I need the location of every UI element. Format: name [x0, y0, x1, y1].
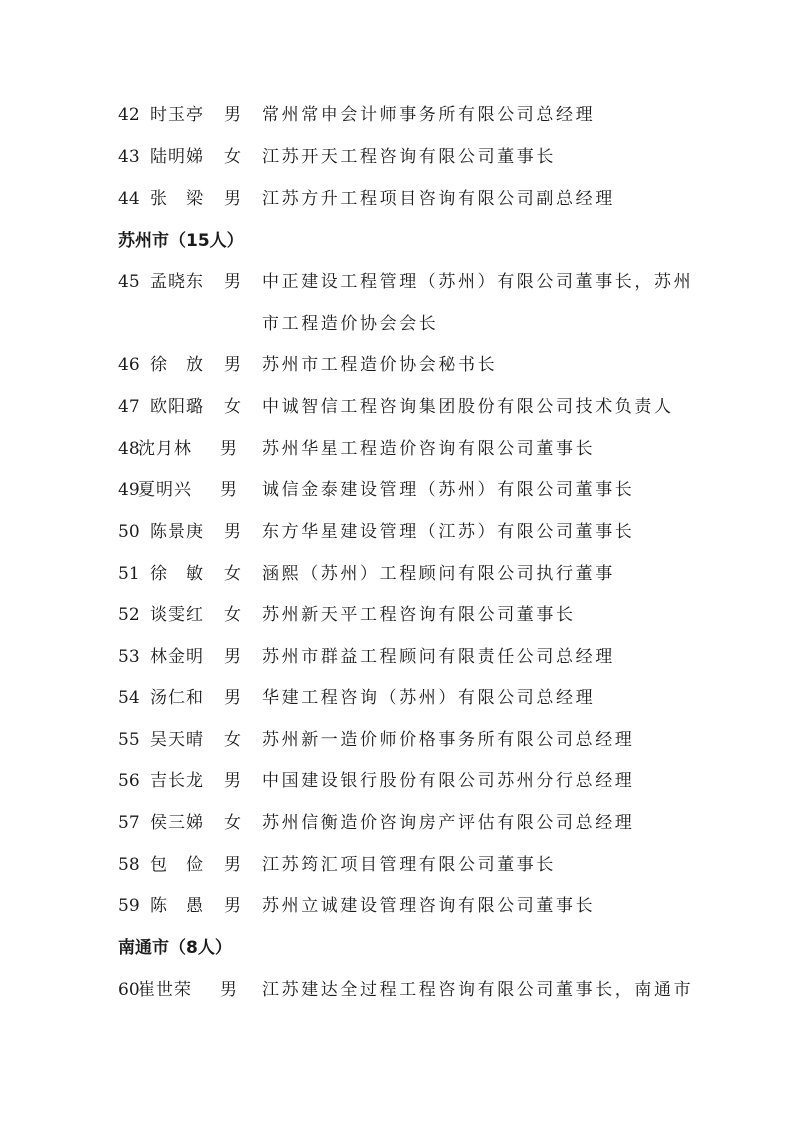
entry-gender: 女 — [224, 564, 241, 584]
entry-organization: 常州常申会计师事务所有限公司总经理 — [262, 105, 596, 125]
entry-organization: 江苏建达全过程工程咨询有限公司董事长，南通市 — [262, 980, 694, 1000]
entry-gender: 男 — [224, 272, 241, 292]
entry-name: 林金明 — [150, 647, 204, 667]
entry-gender: 男 — [224, 355, 241, 375]
entry-name: 时玉亭 — [150, 105, 204, 125]
entry-number: 49 — [118, 480, 140, 500]
entry-gender: 女 — [224, 147, 241, 167]
entry-organization: 苏州信衡造价咨询房产评估有限公司总经理 — [262, 813, 635, 833]
entry-gender: 男 — [220, 439, 237, 459]
entry-organization: 诚信金泰建设管理（苏州）有限公司董事长 — [262, 480, 635, 500]
entry-organization: 中诚智信工程咨询集团股份有限公司技术负责人 — [262, 397, 674, 417]
section-heading-suzhou: 苏州市（15人） — [118, 231, 244, 251]
entry-number: 45 — [118, 272, 140, 292]
entry-number: 48 — [118, 439, 140, 459]
entry-name: 陈景庚 — [150, 522, 204, 542]
entry-number: 47 — [118, 397, 140, 417]
entry-organization: 涵熙（苏州）工程顾问有限公司执行董事 — [262, 564, 615, 584]
entry-name: 陆明娣 — [150, 147, 204, 167]
entry-organization: 苏州新天平工程咨询有限公司董事长 — [262, 605, 576, 625]
entry-gender: 男 — [224, 855, 241, 875]
entry-organization: 江苏开天工程咨询有限公司董事长 — [262, 147, 556, 167]
entry-name: 徐 敏 — [150, 564, 204, 584]
entry-gender: 女 — [224, 605, 241, 625]
entry-organization: 东方华星建设管理（江苏）有限公司董事长 — [262, 522, 635, 542]
entry-number: 43 — [118, 147, 140, 167]
entry-gender: 男 — [224, 522, 241, 542]
entry-name: 欧阳璐 — [150, 397, 204, 417]
entry-gender: 男 — [224, 771, 241, 791]
entry-number: 59 — [118, 896, 140, 916]
entry-name: 陈 愚 — [150, 896, 204, 916]
entry-number: 44 — [118, 189, 140, 209]
entry-number: 51 — [118, 564, 140, 584]
entry-number: 57 — [118, 813, 140, 833]
entry-organization: 中正建设工程管理（苏州）有限公司董事长，苏州 — [262, 272, 694, 292]
entry-name: 吴天晴 — [150, 730, 204, 750]
entry-number: 46 — [118, 355, 140, 375]
section-heading-nantong: 南通市（8人） — [118, 938, 232, 958]
entry-number: 50 — [118, 522, 140, 542]
entry-organization: 苏州新一造价师价格事务所有限公司总经理 — [262, 730, 635, 750]
entry-gender: 女 — [224, 730, 241, 750]
entry-name: 崔世荣 — [138, 980, 192, 1000]
entry-number: 42 — [118, 105, 140, 125]
entry-organization: 苏州市群益工程顾问有限责任公司总经理 — [262, 647, 615, 667]
entry-gender: 男 — [224, 647, 241, 667]
entry-name: 张 梁 — [150, 189, 204, 209]
entry-gender: 男 — [224, 896, 241, 916]
entry-name: 侯三娣 — [150, 813, 204, 833]
entry-name: 包 俭 — [150, 855, 204, 875]
entry-gender: 女 — [224, 813, 241, 833]
entry-name: 孟晓东 — [150, 272, 204, 292]
entry-number: 56 — [118, 771, 140, 791]
entry-organization: 华建工程咨询（苏州）有限公司总经理 — [262, 688, 596, 708]
entry-name: 夏明兴 — [138, 480, 192, 500]
entry-gender: 男 — [220, 480, 237, 500]
entry-gender: 男 — [220, 980, 237, 1000]
entry-name: 汤仁和 — [150, 688, 204, 708]
entry-organization-continued: 市工程造价协会会长 — [262, 314, 439, 334]
entry-organization: 江苏筠汇项目管理有限公司董事长 — [262, 855, 556, 875]
entry-organization: 苏州华星工程造价咨询有限公司董事长 — [262, 439, 596, 459]
entry-organization: 江苏方升工程项目咨询有限公司副总经理 — [262, 189, 615, 209]
entry-number: 52 — [118, 605, 140, 625]
entry-gender: 男 — [224, 105, 241, 125]
entry-number: 54 — [118, 688, 140, 708]
entry-gender: 男 — [224, 688, 241, 708]
entry-gender: 女 — [224, 397, 241, 417]
entry-number: 58 — [118, 855, 140, 875]
entry-name: 沈月林 — [138, 439, 192, 459]
entry-number: 55 — [118, 730, 140, 750]
entry-organization: 中国建设银行股份有限公司苏州分行总经理 — [262, 771, 635, 791]
entry-number: 60 — [118, 980, 140, 1000]
entry-name: 徐 放 — [150, 355, 204, 375]
entry-number: 53 — [118, 647, 140, 667]
entry-organization: 苏州市工程造价协会秘书长 — [262, 355, 498, 375]
entry-gender: 男 — [224, 189, 241, 209]
entry-organization: 苏州立诚建设管理咨询有限公司董事长 — [262, 896, 596, 916]
entry-name: 吉长龙 — [150, 771, 204, 791]
entry-name: 谈雯红 — [150, 605, 204, 625]
